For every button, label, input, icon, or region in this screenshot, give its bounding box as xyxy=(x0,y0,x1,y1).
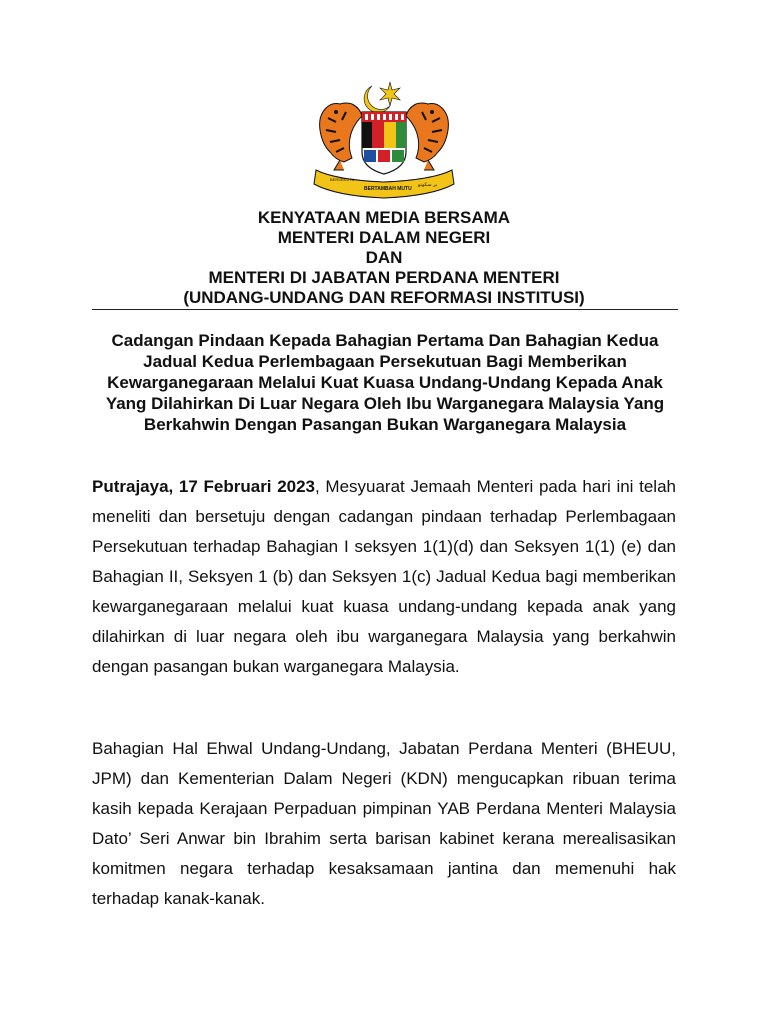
header-line-1: KENYATAAN MEDIA BERSAMA xyxy=(257,208,511,227)
paragraph-1-text: , Mesyuarat Jemaah Menteri pada hari ini telah meneliti dan bersetuju dengan cadangan pindaan terhadap Perlembagaan Persekutuan terhadap Bahagian I seksyen 1(1)(d) dan Seksyen 1(1) (e) dan Bahagian II, Seksyen 1 (b) dan Seksyen 1(c) Jadual Kedua bagi memberikan kewarganegaraan melalui kuat kuasa undang-undang kepada anak yang dilahirkan di luar negara oleh ibu warganegara Malaysia yang berkahwin dengan pasangan bukan warganegara Malaysia. xyxy=(92,477,676,676)
scroll-right-text: بر سکوتو xyxy=(418,182,438,188)
header-line-4: MENTERI DI JABATAN PERDANA MENTERI xyxy=(208,268,560,287)
right-tiger-icon xyxy=(406,103,448,170)
crescent-star-icon xyxy=(364,82,400,113)
shield-icon xyxy=(362,112,406,174)
document-subject: Cadangan Pindaan Kepada Bahagian Pertama Dan Bahagian Kedua Jadual Kedua Perlembagaan Persekutuan Bagi Memberikan Kewarganegaraan Melalui Kuat Kuasa Undang-Undang Kepada Anak Yang Dilahirkan Di Luar Negara Oleh Ibu Warganegara Malaysia Yang Berkahwin Dengan Pasangan Bukan Warganegara Malaysia xyxy=(105,331,665,434)
left-tiger-icon xyxy=(320,103,362,170)
paragraph-1 xyxy=(92,472,676,682)
coat-of-arms-icon xyxy=(306,78,462,202)
document-header xyxy=(92,208,676,308)
paragraph-2: Bahagian Hal Ehwal Undang-Undang, Jabatan Perdana Menteri (BHEUU, JPM) dan Kementerian Dalam Negeri (KDN) mengucapkan ribuan terima kasih kepada Kerajaan Perpaduan pimpinan YAB Perdana Menteri Malaysia Dato’ Seri Anwar bin Ibrahim serta barisan kabinet kerana merealisasikan komitmen negara terhadap kesaksamaan jantina dan memenuhi hak terhadap kanak-kanak. xyxy=(92,739,676,908)
scroll-left-text: BERSEKUTU xyxy=(330,177,355,182)
dateline: Putrajaya, 17 Februari 2023 xyxy=(92,477,316,496)
scroll-motto-text: BERTAMBAH MUTU xyxy=(364,186,412,192)
header-divider xyxy=(92,309,678,310)
header-line-5: (UNDANG-UNDANG DAN REFORMASI INSTITUSI) xyxy=(183,288,585,307)
header-line-3: DAN xyxy=(365,248,403,267)
header-line-2: MENTERI DALAM NEGERI xyxy=(277,228,491,247)
